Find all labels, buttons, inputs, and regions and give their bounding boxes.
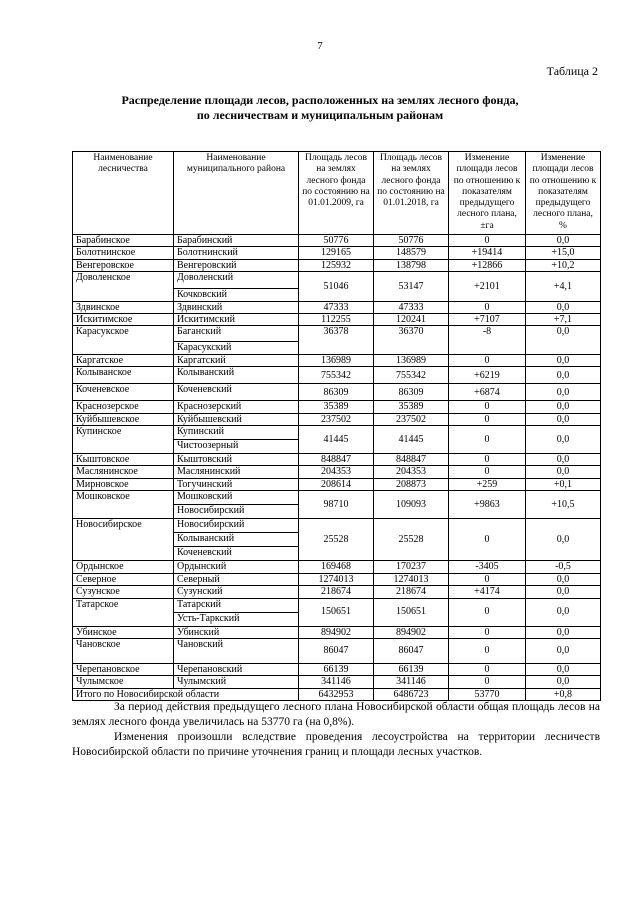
table-row [73,561,601,573]
area-2009: 47333 [299,301,374,313]
forestry-name: Новосибирское [73,519,174,561]
area-2009: 237502 [299,413,374,425]
explanation-paragraph: Изменения произошли вследствие проведения лесоустройства на территории лесничеств Новосибирской области по причине уточнения границ и площади лесных участков. [72,731,600,758]
district-name: Новосибирский [174,505,299,519]
district-name: Искитимский [174,314,299,326]
change-ha: 0 [449,354,526,366]
area-2009: 341146 [299,676,374,688]
area-2009: 755342 [299,367,374,384]
table-total-row [73,688,601,700]
change-pct: 0,0 [526,586,601,598]
district-name: Тогучинский [174,478,299,490]
change-pct: 0,0 [526,519,601,561]
district-name: Венгеровский [174,259,299,271]
forestry-name: Купинское [73,426,174,454]
change-pct: 0,0 [526,466,601,478]
total-area-2018: 6486723 [374,688,449,700]
change-ha: +12866 [449,259,526,271]
forestry-name: Карасукское [73,326,174,354]
table-label: Таблица 2 [546,64,598,78]
table-row [73,519,601,533]
change-ha: 0 [449,235,526,247]
table-row [73,478,601,490]
change-ha: +19414 [449,247,526,259]
table-row [73,598,601,612]
forestry-name: Барабинское [73,235,174,247]
change-ha: 0 [449,638,526,663]
area-2018: 755342 [374,367,449,384]
change-pct: 0,0 [526,354,601,366]
district-name: Кыштовский [174,454,299,466]
change-pct: 0,0 [526,573,601,585]
district-name: Усть-Таркский [174,612,299,626]
change-ha: 0 [449,301,526,313]
change-ha: 0 [449,676,526,688]
area-2009: 50776 [299,235,374,247]
table-row [73,426,601,440]
change-pct: 0,0 [526,638,601,663]
forestry-name: Кыштовское [73,454,174,466]
area-2009: 848847 [299,454,374,466]
table-row [73,367,601,384]
change-ha: 0 [449,413,526,425]
area-2009: 25528 [299,519,374,561]
table-row [73,301,601,313]
district-name: Колыванский [174,367,299,384]
change-pct: 0,0 [526,326,601,354]
area-2018: 894902 [374,626,449,638]
area-2009: 112255 [299,314,374,326]
table-row [73,235,601,247]
title-line-2: по лесничествам и муниципальным районам [196,108,444,122]
change-ha: +6874 [449,384,526,401]
change-pct: 0,0 [526,235,601,247]
table-row [73,326,601,342]
area-2009: 41445 [299,426,374,454]
district-name: Баганский [174,326,299,342]
header-change-ha: Изменение площади лесов по отношению к показателям предыдущего лесного плана, ±га [449,152,526,235]
district-name: Татарский [174,598,299,612]
change-ha: 0 [449,401,526,413]
forestry-name: Чулымское [73,676,174,688]
change-ha: 0 [449,466,526,478]
forestry-name: Здвинское [73,301,174,313]
header-area-2018: Площадь лесов на землях лесного фонда по состоянию на 01.01.2018, га [374,152,449,235]
district-name: Черепановский [174,663,299,675]
area-2018: 109093 [374,491,449,519]
table-row [73,401,601,413]
change-pct: +10,2 [526,259,601,271]
district-name: Купинский [174,426,299,440]
area-2018: 86309 [374,384,449,401]
area-2018: 136989 [374,354,449,366]
table-row [73,663,601,675]
forestry-name: Черепановское [73,663,174,675]
forestry-name: Колыванское [73,367,174,384]
area-2018: 36370 [374,326,449,354]
district-name: Барабинский [174,235,299,247]
table-row [73,259,601,271]
forestry-name: Болотнинское [73,247,174,259]
district-name: Доволенский [174,272,299,289]
district-name: Ордынский [174,561,299,573]
table-row [73,638,601,663]
district-name: Каргатский [174,354,299,366]
change-ha: +4174 [449,586,526,598]
area-2018: 341146 [374,676,449,688]
header-area-2009: Площадь лесов на землях лесного фонда по состоянию на 01.01.2009, га [299,152,374,235]
title-line-1: Распределение площади лесов, расположенных на землях лесного фонда, [121,93,519,107]
change-ha: 0 [449,573,526,585]
total-label: Итого по Новосибирской области [73,688,299,700]
change-ha: 0 [449,626,526,638]
area-2018: 47333 [374,301,449,313]
area-2009: 169468 [299,561,374,573]
district-name: Сузунский [174,586,299,598]
forestry-name: Венгеровское [73,259,174,271]
change-ha: 0 [449,454,526,466]
change-ha: 0 [449,598,526,626]
change-pct: +0,1 [526,478,601,490]
district-name: Коченевский [174,547,299,561]
area-2018: 848847 [374,454,449,466]
district-name: Болотнинский [174,247,299,259]
table-row [73,454,601,466]
district-name: Убинский [174,626,299,638]
change-ha: -8 [449,326,526,354]
area-2018: 50776 [374,235,449,247]
district-name: Карасукский [174,342,299,354]
area-2018: 1274013 [374,573,449,585]
area-2018: 53147 [374,272,449,301]
change-pct: 0,0 [526,454,601,466]
table-row [73,466,601,478]
change-pct: 0,0 [526,676,601,688]
change-ha: +6219 [449,367,526,384]
area-2018: 41445 [374,426,449,454]
district-name: Чановский [174,638,299,663]
total-change-pct: +0,8 [526,688,601,700]
table-row [73,676,601,688]
change-ha: +9863 [449,491,526,519]
change-pct: +15,0 [526,247,601,259]
district-name: Мошковский [174,491,299,505]
area-2009: 129165 [299,247,374,259]
table-row [73,314,601,326]
header-change-pct: Изменение площади лесов по отношению к показателям предыдущего лесного плана, % [526,152,601,235]
forestry-name: Убинское [73,626,174,638]
forestry-name: Краснозерское [73,401,174,413]
area-2018: 218674 [374,586,449,598]
district-name: Здвинский [174,301,299,313]
area-2018: 66139 [374,663,449,675]
change-pct: 0,0 [526,663,601,675]
forestry-name: Ордынское [73,561,174,573]
area-2009: 86309 [299,384,374,401]
district-name: Кочковский [174,289,299,301]
area-2009: 66139 [299,663,374,675]
area-2018: 148579 [374,247,449,259]
change-pct: 0,0 [526,413,601,425]
area-2018: 204353 [374,466,449,478]
area-2018: 120241 [374,314,449,326]
table-row [73,626,601,638]
table-row [73,384,601,401]
change-pct: 0,0 [526,367,601,384]
change-ha: +259 [449,478,526,490]
area-2009: 35389 [299,401,374,413]
table-header-row [73,152,601,235]
change-pct: +7,1 [526,314,601,326]
area-2009: 51046 [299,272,374,301]
header-district: Наименование муниципального района [174,152,299,235]
district-name: Куйбышевский [174,413,299,425]
change-ha: 0 [449,426,526,454]
forestry-name: Коченевское [73,384,174,401]
change-pct: 0,0 [526,301,601,313]
forestry-name: Чановское [73,638,174,663]
change-ha: +2101 [449,272,526,301]
change-pct: 0,0 [526,626,601,638]
change-pct: +10,5 [526,491,601,519]
district-name: Краснозерский [174,401,299,413]
district-name: Коченевский [174,384,299,401]
change-pct: -0,5 [526,561,601,573]
change-ha: 0 [449,519,526,561]
total-change-ha: 53770 [449,688,526,700]
table-row [73,247,601,259]
district-name: Чулымский [174,676,299,688]
area-2018: 25528 [374,519,449,561]
area-2009: 136989 [299,354,374,366]
forestry-name: Мошковское [73,491,174,519]
forestry-name: Маслянинское [73,466,174,478]
table-row [73,586,601,598]
area-2018: 86047 [374,638,449,663]
area-2009: 98710 [299,491,374,519]
district-name: Колыванский [174,533,299,547]
area-2009: 1274013 [299,573,374,585]
forestry-name: Северное [73,573,174,585]
table-title [0,93,640,123]
district-name: Северный [174,573,299,585]
district-name: Маслянинский [174,466,299,478]
area-2018: 35389 [374,401,449,413]
area-2009: 86047 [299,638,374,663]
table-row [73,354,601,366]
area-2009: 218674 [299,586,374,598]
table-row [73,413,601,425]
table-row [73,272,601,289]
area-2009: 204353 [299,466,374,478]
area-2009: 125932 [299,259,374,271]
page-number: 7 [317,40,323,52]
change-ha: -3405 [449,561,526,573]
change-pct: 0,0 [526,426,601,454]
forestry-name: Каргатское [73,354,174,366]
summary-paragraph: За период действия предыдущего лесного плана Новосибирской области общая площадь лесов на землях лесного фонда увеличилась на 53770 га (на 0,8%). [72,701,600,728]
forestry-name: Мирновское [73,478,174,490]
forestry-name: Доволенское [73,272,174,301]
area-2009: 36378 [299,326,374,354]
forestry-name: Татарское [73,598,174,626]
header-forestry: Наименование лесничества [73,152,174,235]
change-ha: 0 [449,663,526,675]
district-name: Чистоозерный [174,440,299,454]
forest-area-table [72,151,601,701]
area-2018: 138798 [374,259,449,271]
change-pct: 0,0 [526,598,601,626]
change-pct: +4,1 [526,272,601,301]
district-name: Новосибирский [174,519,299,533]
table-row [73,491,601,505]
area-2009: 150651 [299,598,374,626]
area-2018: 150651 [374,598,449,626]
forestry-name: Искитимское [73,314,174,326]
total-area-2009: 6432953 [299,688,374,700]
change-ha: +7107 [449,314,526,326]
change-pct: 0,0 [526,401,601,413]
forestry-name: Сузунское [73,586,174,598]
change-pct: 0,0 [526,384,601,401]
area-2018: 208873 [374,478,449,490]
area-2009: 208614 [299,478,374,490]
area-2009: 894902 [299,626,374,638]
area-2018: 237502 [374,413,449,425]
area-2018: 170237 [374,561,449,573]
forestry-name: Куйбышевское [73,413,174,425]
table-row [73,573,601,585]
